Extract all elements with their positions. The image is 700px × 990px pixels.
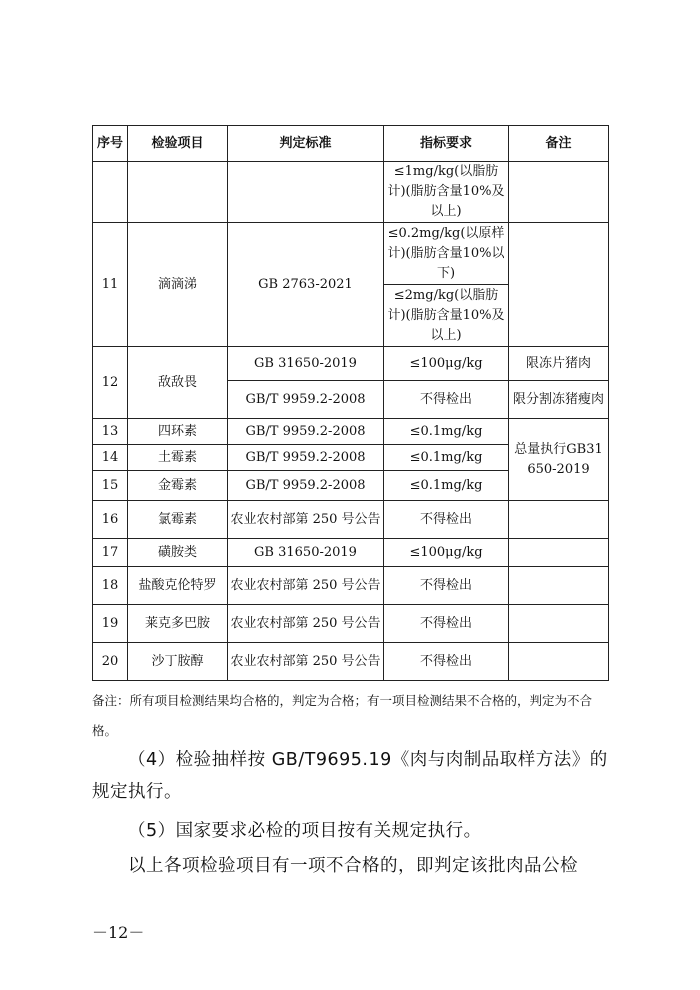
table-row xyxy=(93,539,609,567)
note-cell: 限分割冻猪瘦肉 xyxy=(509,381,609,419)
row-no: 17 xyxy=(93,539,128,567)
requirement-cell: ≤100μg/kg xyxy=(384,347,509,381)
requirement-cell: ≤1mg/kg(以脂肪计)(脂肪含量10%及以上) xyxy=(384,162,509,223)
requirement-cell: ≤2mg/kg(以脂肪计)(脂肪含量10%及以上) xyxy=(384,285,509,347)
table-row xyxy=(93,347,609,381)
paragraph-mandatory: （5）国家要求必检的项目按有关规定执行。 xyxy=(128,821,482,841)
table-row xyxy=(93,419,609,445)
requirement-cell: ≤0.1mg/kg xyxy=(384,419,509,445)
table-row xyxy=(93,605,609,643)
row-no: 16 xyxy=(93,501,128,539)
header-note: 备注 xyxy=(509,126,609,162)
row-no: 12 xyxy=(93,347,128,419)
header-no: 序号 xyxy=(93,126,128,162)
header-requirement: 指标要求 xyxy=(384,126,509,162)
note-cell: 总量执行GB31650-2019 xyxy=(509,419,609,501)
item-cell: 盐酸克伦特罗 xyxy=(128,567,228,605)
requirement-cell: 不得检出 xyxy=(384,567,509,605)
requirement-cell: ≤100μg/kg xyxy=(384,539,509,567)
standard-cell: 农业农村部第 250 号公告 xyxy=(228,567,384,605)
item-cell: 磺胺类 xyxy=(128,539,228,567)
table-row xyxy=(93,567,609,605)
table-row xyxy=(93,162,609,223)
item-cell: 敌敌畏 xyxy=(128,347,228,419)
requirement-cell: 不得检出 xyxy=(384,501,509,539)
paragraph-judgement: 以上各项检验项目有一项不合格的，即判定该批肉品公检 xyxy=(128,856,578,876)
standard-cell: 农业农村部第 250 号公告 xyxy=(228,501,384,539)
row-no: 18 xyxy=(93,567,128,605)
item-cell: 土霉素 xyxy=(128,445,228,471)
item-cell: 氯霉素 xyxy=(128,501,228,539)
header-standard: 判定标准 xyxy=(228,126,384,162)
table-row xyxy=(93,643,609,681)
row-no: 14 xyxy=(93,445,128,471)
row-no: 13 xyxy=(93,419,128,445)
row-no: 11 xyxy=(93,223,128,347)
item-cell: 金霉素 xyxy=(128,471,228,501)
row-no: 15 xyxy=(93,471,128,501)
row-no: 20 xyxy=(93,643,128,681)
note-cell: 限冻片猪肉 xyxy=(509,347,609,381)
standard-cell: GB/T 9959.2-2008 xyxy=(228,381,384,419)
paragraph-sampling: （4）检验抽样按 GB/T9695.19《肉与肉制品取样方法》的规定执行。 xyxy=(92,750,608,802)
standard-cell: GB/T 9959.2-2008 xyxy=(228,419,384,445)
item-cell: 滴滴涕 xyxy=(128,223,228,347)
item-cell: 四环素 xyxy=(128,419,228,445)
header-item: 检验项目 xyxy=(128,126,228,162)
table-row xyxy=(93,501,609,539)
page-number: －12－ xyxy=(92,923,145,942)
requirement-cell: ≤0.1mg/kg xyxy=(384,471,509,501)
inspection-table xyxy=(92,125,609,681)
table-header-row xyxy=(93,126,609,162)
requirement-cell: 不得检出 xyxy=(384,643,509,681)
standard-cell: GB/T 9959.2-2008 xyxy=(228,445,384,471)
item-cell: 莱克多巴胺 xyxy=(128,605,228,643)
table-footnote: 备注：所有项目检测结果均合格的，判定为合格；有一项目检测结果不合格的，判定为不合格。 xyxy=(92,693,593,738)
table-row xyxy=(93,223,609,285)
requirement-cell: 不得检出 xyxy=(384,605,509,643)
standard-cell: 农业农村部第 250 号公告 xyxy=(228,605,384,643)
standard-cell: GB/T 9959.2-2008 xyxy=(228,471,384,501)
standard-cell: GB 31650-2019 xyxy=(228,347,384,381)
standard-cell: GB 31650-2019 xyxy=(228,539,384,567)
item-cell: 沙丁胺醇 xyxy=(128,643,228,681)
standard-cell: GB 2763-2021 xyxy=(228,223,384,347)
row-no: 19 xyxy=(93,605,128,643)
requirement-cell: ≤0.2mg/kg(以原样计)(脂肪含量10%以下) xyxy=(384,223,509,285)
requirement-cell: ≤0.1mg/kg xyxy=(384,445,509,471)
standard-cell: 农业农村部第 250 号公告 xyxy=(228,643,384,681)
requirement-cell: 不得检出 xyxy=(384,381,509,419)
